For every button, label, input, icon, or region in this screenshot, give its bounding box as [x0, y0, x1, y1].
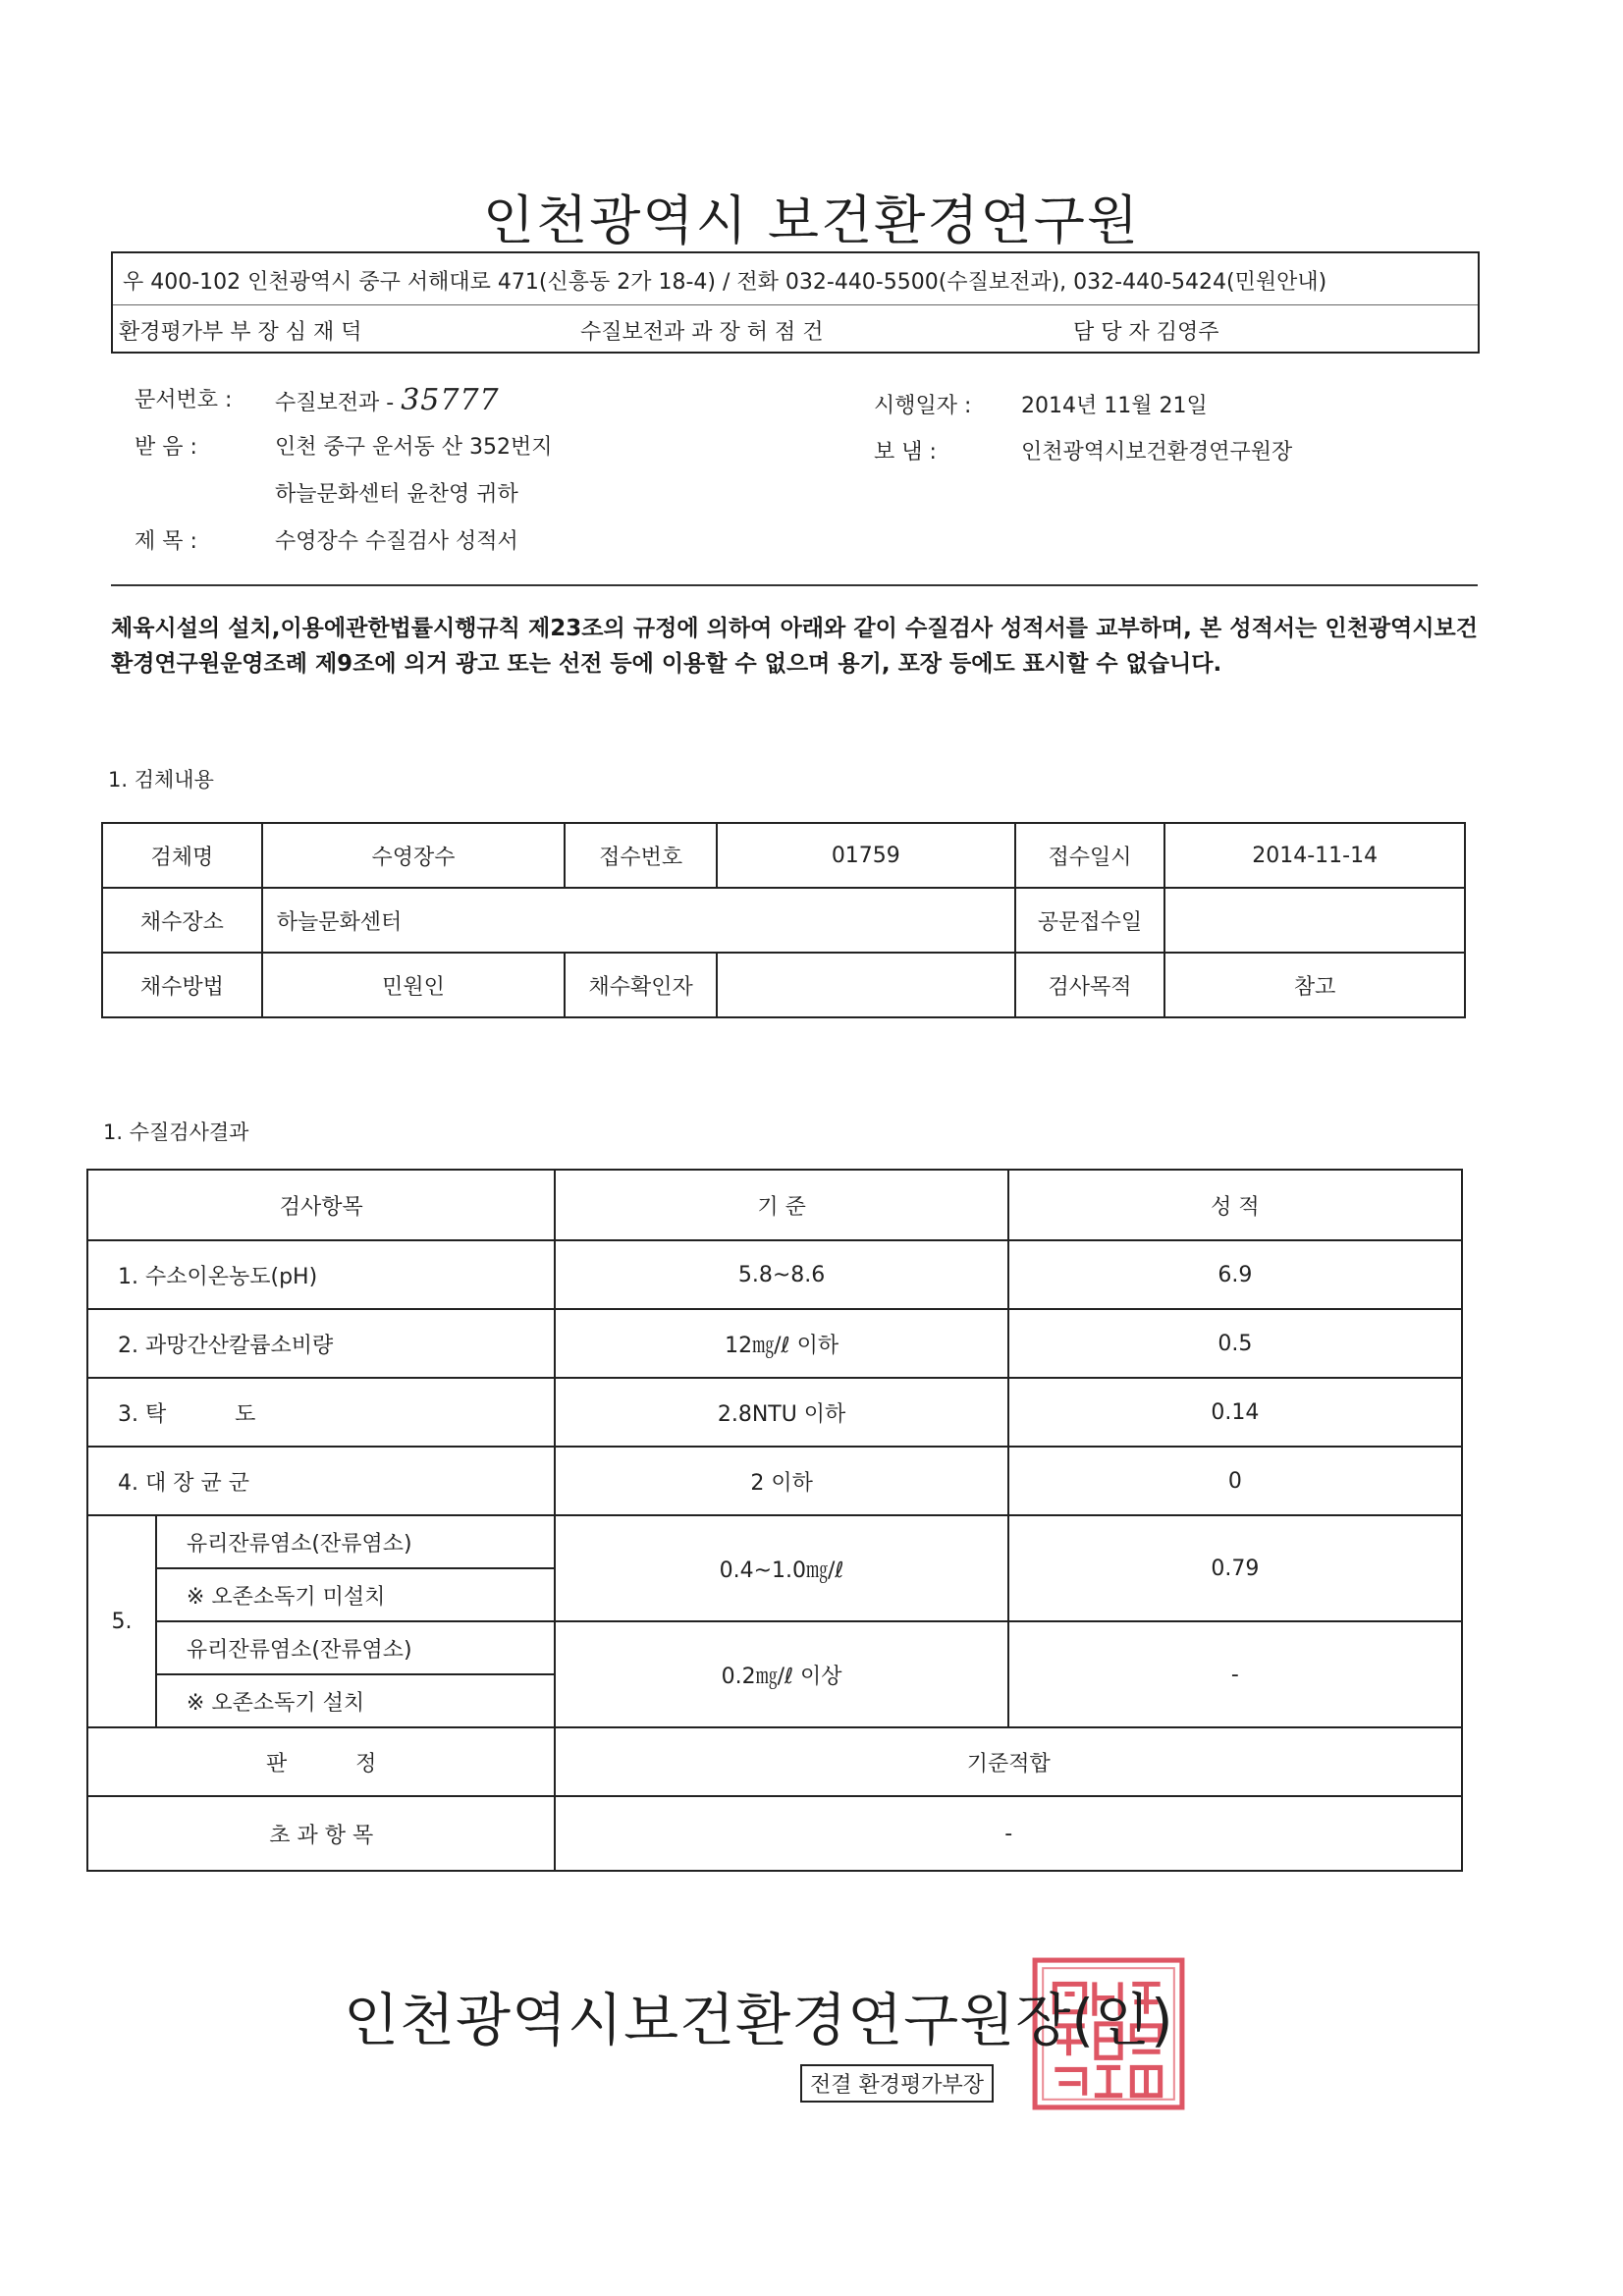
official-receipt-label: 공문접수일 [1015, 888, 1165, 953]
result-value: 0.14 [1008, 1378, 1462, 1447]
result-standard: 0.2㎎/ℓ 이상 [555, 1621, 1007, 1727]
result-item: 유리잔류염소(잔류염소) [156, 1621, 556, 1674]
inspection-purpose-value: 참고 [1164, 953, 1465, 1017]
department-line [113, 304, 1478, 351]
date-value: 2014년 11월 21일 [1021, 394, 1208, 418]
sample-section-title: 1. 검체내용 [108, 768, 214, 792]
result-standard: 5.8~8.6 [555, 1240, 1007, 1309]
dept-environment: 환경평가부 부 장 심 재 덕 [119, 320, 362, 345]
exceeded-items-label: 초 과 항 목 [87, 1796, 555, 1871]
sampling-method-label: 채수방법 [102, 953, 262, 1017]
intro-paragraph: 체육시설의 설치,이용에관한법률시행규칙 제23조의 규정에 의하여 아래와 같이 수질검사 성적서를 교부하며, 본 성적서는 인천광역시보건환경연구원운영조례 제9조에 의거 광고 또는 선전 등에 이용할 수 없으며 용기, 포장 등에도 표시할 수 없습니다. [111, 616, 1478, 677]
receipt-date-value: 2014-11-14 [1164, 823, 1465, 888]
doc-no-label: 문서번호 : [135, 388, 233, 412]
result-note: ※ 오존소독기 설치 [156, 1674, 556, 1727]
result-note: ※ 오존소독기 미설치 [156, 1568, 556, 1621]
judgement-value: 기준적합 [555, 1727, 1462, 1796]
sample-name-label: 검체명 [102, 823, 262, 888]
official-receipt-value [1164, 888, 1465, 953]
inspection-purpose-label: 검사목적 [1015, 953, 1165, 1017]
sampling-method-value: 민원인 [262, 953, 566, 1017]
result-standard: 12㎎/ℓ 이하 [555, 1309, 1007, 1378]
result-item: 4. 대 장 균 군 [87, 1447, 555, 1515]
recipient-name: 하늘문화센터 윤찬영 귀하 [275, 482, 518, 507]
judgement-label: 판 정 [87, 1727, 555, 1796]
sampling-confirmer-value [717, 953, 1015, 1017]
col-item-header: 검사항목 [87, 1170, 555, 1240]
result-item: 3. 탁 도 [87, 1378, 555, 1447]
subject-label: 제 목 : [135, 529, 197, 554]
result-value: 0 [1008, 1447, 1462, 1515]
receipt-no-label: 접수번호 [565, 823, 717, 888]
exceeded-items-value: - [555, 1796, 1462, 1871]
handwritten-doc-number: 35777 [401, 383, 500, 417]
subject-value: 수영장수 수질검사 성적서 [275, 529, 518, 554]
delegation-box: 전결 환경평가부장 [800, 2064, 994, 2103]
dept-water: 수질보전과 과 장 허 점 건 [580, 320, 824, 345]
doc-no-value: 수질보전과 - 35777 [275, 383, 500, 417]
recipient-address: 인천 중구 운서동 산 352번지 [275, 435, 553, 460]
sample-table [101, 822, 1466, 1018]
result-value: - [1008, 1621, 1462, 1727]
date-label: 시행일자 : [874, 394, 972, 418]
row5-number: 5. [87, 1515, 156, 1727]
col-standard-header: 기 준 [555, 1170, 1007, 1240]
result-item: 2. 과망간산칼륨소비량 [87, 1309, 555, 1378]
result-value: 0.5 [1008, 1309, 1462, 1378]
result-value: 6.9 [1008, 1240, 1462, 1309]
result-item: 1. 수소이온농도(pH) [87, 1240, 555, 1309]
col-result-header: 성 적 [1008, 1170, 1462, 1240]
document-title: 인천광역시 보건환경연구원 [482, 190, 1141, 251]
result-standard: 0.4~1.0㎎/ℓ [555, 1515, 1007, 1621]
receipt-date-label: 접수일시 [1015, 823, 1165, 888]
sampling-place-value: 하늘문화센터 [262, 888, 1015, 953]
result-value: 0.79 [1008, 1515, 1462, 1621]
receipt-no-value: 01759 [717, 823, 1015, 888]
signature-line: 인천광역시보건환경연구원장(인) [344, 1987, 1174, 2053]
staff-in-charge: 담 당 자 김영주 [1073, 320, 1219, 345]
sample-name-value: 수영장수 [262, 823, 566, 888]
divider [111, 584, 1478, 586]
results-section-title: 1. 수질검사결과 [103, 1121, 249, 1144]
sender-label: 보 냄 : [874, 440, 937, 465]
sampling-confirmer-label: 채수확인자 [565, 953, 717, 1017]
result-item: 유리잔류염소(잔류염소) [156, 1515, 556, 1568]
sender-value: 인천광역시보건환경연구원장 [1021, 440, 1293, 465]
sampling-place-label: 채수장소 [102, 888, 262, 953]
recipient-label: 받 음 : [135, 435, 197, 460]
address-box [111, 251, 1480, 354]
result-standard: 2.8NTU 이하 [555, 1378, 1007, 1447]
result-standard: 2 이하 [555, 1447, 1007, 1515]
address-line: 우 400-102 인천광역시 중구 서해대로 471(신흥동 2가 18-4) / 전화 032-440-5500(수질보전과), 032-440-5424(민원안내) [123, 270, 1327, 295]
results-table [86, 1169, 1463, 1872]
